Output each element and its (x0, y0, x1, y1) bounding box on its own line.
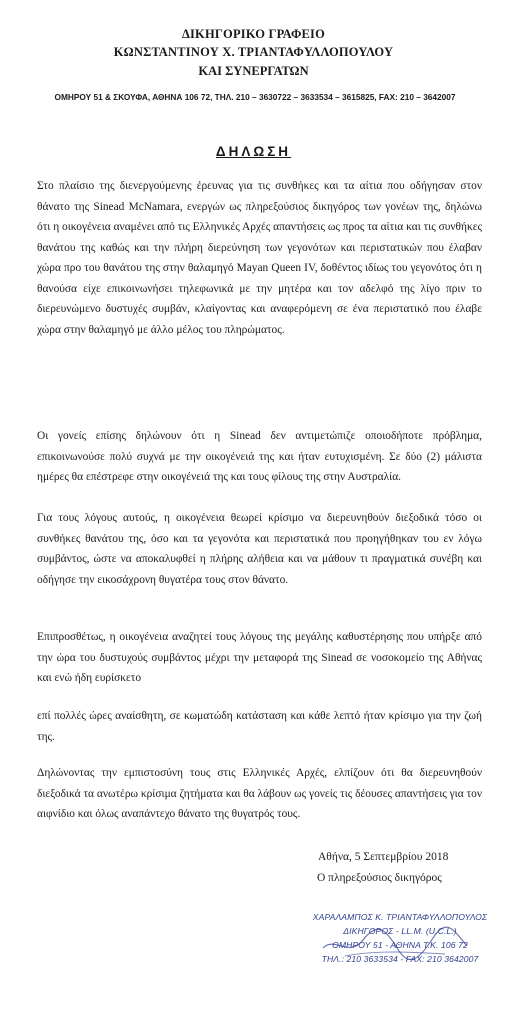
stamp-title: ΔΙΚΗΓΟΡΟΣ - LL.M. (U.C.L.) (343, 926, 457, 936)
place-date: Αθήνα, 5 Σεπτεμβρίου 2018 (318, 851, 449, 863)
paragraph-1: Στο πλαίσιο της διενεργούμενης έρευνας για τις συνθήκες και τα αίτια που οδήγησαν στον θάνατο της Sinead McNamara, ενεργών ως πληρεξούσιος δικηγόρος των γονέων της, δηλώνω ότι η οικογένεια αναμένει από τις Ελληνικές Αρχές απαντήσεις ως προς τα αίτια και τις συνθήκες θανάτου της καθώς και την πλήρη διερεύνηση των γεγονότων και περιστατικών που έλαβαν χώρα προ του θανάτου της στην θαλαμηγό Mayan Queen IV, δοθέντος ιδίως του γεγονότος ότι η θανούσα είχε επικοινωνήσει τηλεφωνικά με την μητέρα και τον αδελφό της λίγο πριν το διερευνώμενο δυστυχές συμβάν, κλαίγοντας και αναφερόμενη σε ένα περιστατικό που έλαβε χώρα στην θαλαμηγό με άλλο μέλος του πληρώματος. (37, 180, 482, 336)
signatory-role: Ο πληρεξούσιος δικηγόρος (317, 872, 442, 884)
paragraph-2: Οι γονείς επίσης δηλώνουν ότι η Sinead δεν αντιμετώπιζε οποιοδήποτε πρόβλημα, επικοινωνούσε πολύ συχνά με την οικογένειά της και ήταν ευτυχισμένη. Σε δύο (2) μάλιστα ημέρες θα επέστρεφε στην οικογένειά της και τους φίλους της στην Αυστραλία. (37, 430, 482, 483)
letterhead-partners: ΚΑΙ ΣΥΝΕΡΓΑΤΩΝ (198, 64, 309, 78)
letterhead-office: ΔΙΚΗΓΟΡΙΚΟ ΓΡΑΦΕΙΟ (181, 27, 326, 41)
paragraph-6: Δηλώνοντας την εμπιστοσύνη τους στις Ελληνικές Αρχές, ελπίζουν ότι θα διερευνηθούν διεξοδικά τα ανωτέρω κρίσιμα ζητήματα και θα λάβουν ως γονείς τις δέουσες απαντήσεις για τον αιφνίδιο και όλως αναπάντεχο θάνατο της θυγατρός τους. (37, 767, 482, 820)
stamp-name: ΧΑΡΑΛΑΜΠΟΣ Κ. ΤΡΙΑΝΤΑΦΥΛΛΟΠΟΥΛΟΣ (312, 912, 488, 922)
letterhead-name: ΚΩΝΣΤΑΝΤΙΝΟΥ Χ. ΤΡΙΑΝΤΑΦΥΛΛΟΠΟΥΛΟΥ (113, 45, 394, 59)
handwritten-signature (315, 918, 475, 968)
paragraph-5: επί πολλές ώρες αναίσθητη, σε κωματώδη κατάσταση και κάθε λεπτό ήταν κρίσιμο για την ζωή της. (37, 710, 482, 743)
paragraph-3: Για τους λόγους αυτούς, η οικογένεια θεωρεί κρίσιμο να διερευνηθούν διεξοδικά τόσο οι συνθήκες θανάτου της, όσο και τα γεγονότα και περιστατικά που προηγήθηκαν του εν λόγω συμβάντος, ώστε να αποκαλυφθεί η πλήρης αλήθεια και να μάθουν τι πραγματικά συνέβη και οδήγησε την εικοσάχρονη θυγατέρα τους στον θάνατο. (37, 512, 482, 586)
document-title: ΔΗΛΩΣΗ (215, 144, 292, 159)
letterhead-address: ΟΜΗΡΟΥ 51 & ΣΚΟΥΦΑ, ΑΘΗΝΑ 106 72, ΤΗΛ. 210 – 3630722 – 3633534 – 3615825, FAX: 210 – 3642007 (54, 92, 456, 102)
stamp-phone: ΤΗΛ.: 210 3633534 - FAX: 210 3642007 (321, 954, 479, 964)
paragraph-4: Επιπροσθέτως, η οικογένεια αναζητεί τους λόγους της μεγάλης καθυστέρησης που υπήρξε από την ώρα του δυστυχούς συμβάντος μέχρι την μεταφορά της Sinead σε νοσοκομείο της Αθήνας και ενώ ήδη ευρίσκετο (37, 631, 482, 684)
stamp-address: ΟΜΗΡΟΥ 51 - ΑΘΗΝΑ Τ.Κ. 106 72 (332, 940, 468, 950)
